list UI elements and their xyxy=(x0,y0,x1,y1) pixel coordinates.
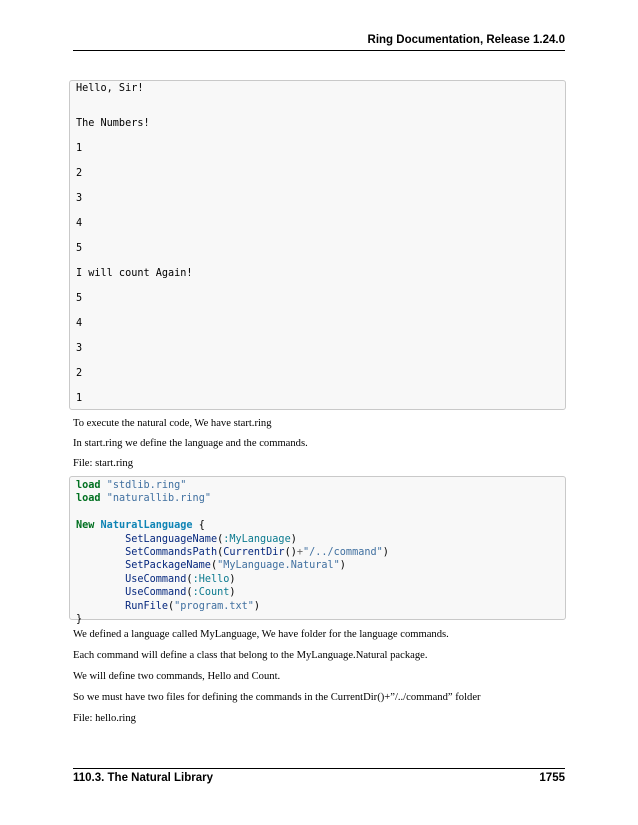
code-line-7: SetPackageName("MyLanguage.Natural") xyxy=(125,560,346,572)
code-line-11 xyxy=(76,613,565,626)
output-line: 3 xyxy=(76,343,83,354)
output-line: Hello, Sir! xyxy=(76,83,144,94)
output-line: 4 xyxy=(76,318,83,329)
function-name: SetCommandsPath xyxy=(125,546,218,558)
code-line-4 xyxy=(76,519,565,532)
brace: } xyxy=(76,613,83,625)
keyword: load xyxy=(76,480,101,491)
function-name: UseCommand xyxy=(125,573,187,585)
paragraph: We will define two commands, Hello and Count. xyxy=(73,671,281,682)
output-line: 4 xyxy=(76,218,83,229)
code-line-6: SetCommandsPath(CurrentDir()+"/../command") xyxy=(125,546,389,558)
function-name: SetLanguageName xyxy=(125,533,218,545)
string-literal: "/../command" xyxy=(303,546,383,558)
code-line-9: UseCommand(:Count) xyxy=(125,587,236,599)
output-line: 1 xyxy=(76,143,83,154)
string-literal: "stdlib.ring" xyxy=(106,480,187,491)
output-code-block xyxy=(69,80,566,410)
code-line-5: SetLanguageName(:MyLanguage) xyxy=(125,533,297,545)
string-literal: "naturallib.ring" xyxy=(106,493,211,505)
code-line-1 xyxy=(76,479,565,492)
paragraph: To execute the natural code, We have start.ring xyxy=(73,418,272,429)
output-line: 5 xyxy=(76,293,83,304)
output-line: 5 xyxy=(76,243,83,254)
paragraph: So we must have two files for defining the commands in the CurrentDir()+”/../command” folder xyxy=(73,692,481,703)
symbol: :Count xyxy=(192,587,230,599)
string-literal: "MyLanguage.Natural" xyxy=(217,560,340,572)
paragraph: File: start.ring xyxy=(73,458,134,469)
output-line: 1 xyxy=(76,393,83,404)
header-divider xyxy=(73,50,565,51)
function-name: CurrentDir xyxy=(223,546,285,558)
output-line: 2 xyxy=(76,168,83,179)
paragraph: File: hello.ring xyxy=(73,713,136,724)
output-line: 2 xyxy=(76,368,83,379)
code-line-10: RunFile("program.txt") xyxy=(125,600,261,612)
code-line-blank xyxy=(76,506,565,519)
start-ring-code-block xyxy=(69,476,566,625)
code-line-2 xyxy=(76,492,565,505)
paragraph: In start.ring we define the language and the commands. xyxy=(73,438,308,449)
function-name: RunFile xyxy=(125,600,169,612)
code-line-8: UseCommand(:Hello) xyxy=(125,573,236,585)
symbol: :MyLanguage xyxy=(223,533,291,545)
operator: + xyxy=(296,546,303,558)
keyword: New xyxy=(76,520,95,532)
page-number: 1755 xyxy=(539,772,565,784)
running-header: Ring Documentation, Release 1.24.0 xyxy=(367,34,565,46)
string-literal: "program.txt" xyxy=(174,600,254,612)
output-line: 3 xyxy=(76,193,83,204)
footer-divider xyxy=(73,768,565,769)
output-line: I will count Again! xyxy=(76,268,193,279)
brace: { xyxy=(198,520,205,532)
symbol: :Hello xyxy=(192,573,230,585)
section-title: 110.3. The Natural Library xyxy=(73,772,213,784)
output-line: The Numbers! xyxy=(76,118,150,129)
function-name: UseCommand xyxy=(125,587,187,599)
paragraph: We defined a language called MyLanguage, We have folder for the language commands. xyxy=(73,629,449,640)
class-name: NaturalLanguage xyxy=(100,520,193,532)
running-footer xyxy=(73,772,565,788)
keyword: load xyxy=(76,493,101,505)
paragraph: Each command will define a class that belong to the MyLanguage.Natural package. xyxy=(73,650,428,661)
function-name: SetPackageName xyxy=(125,560,211,572)
